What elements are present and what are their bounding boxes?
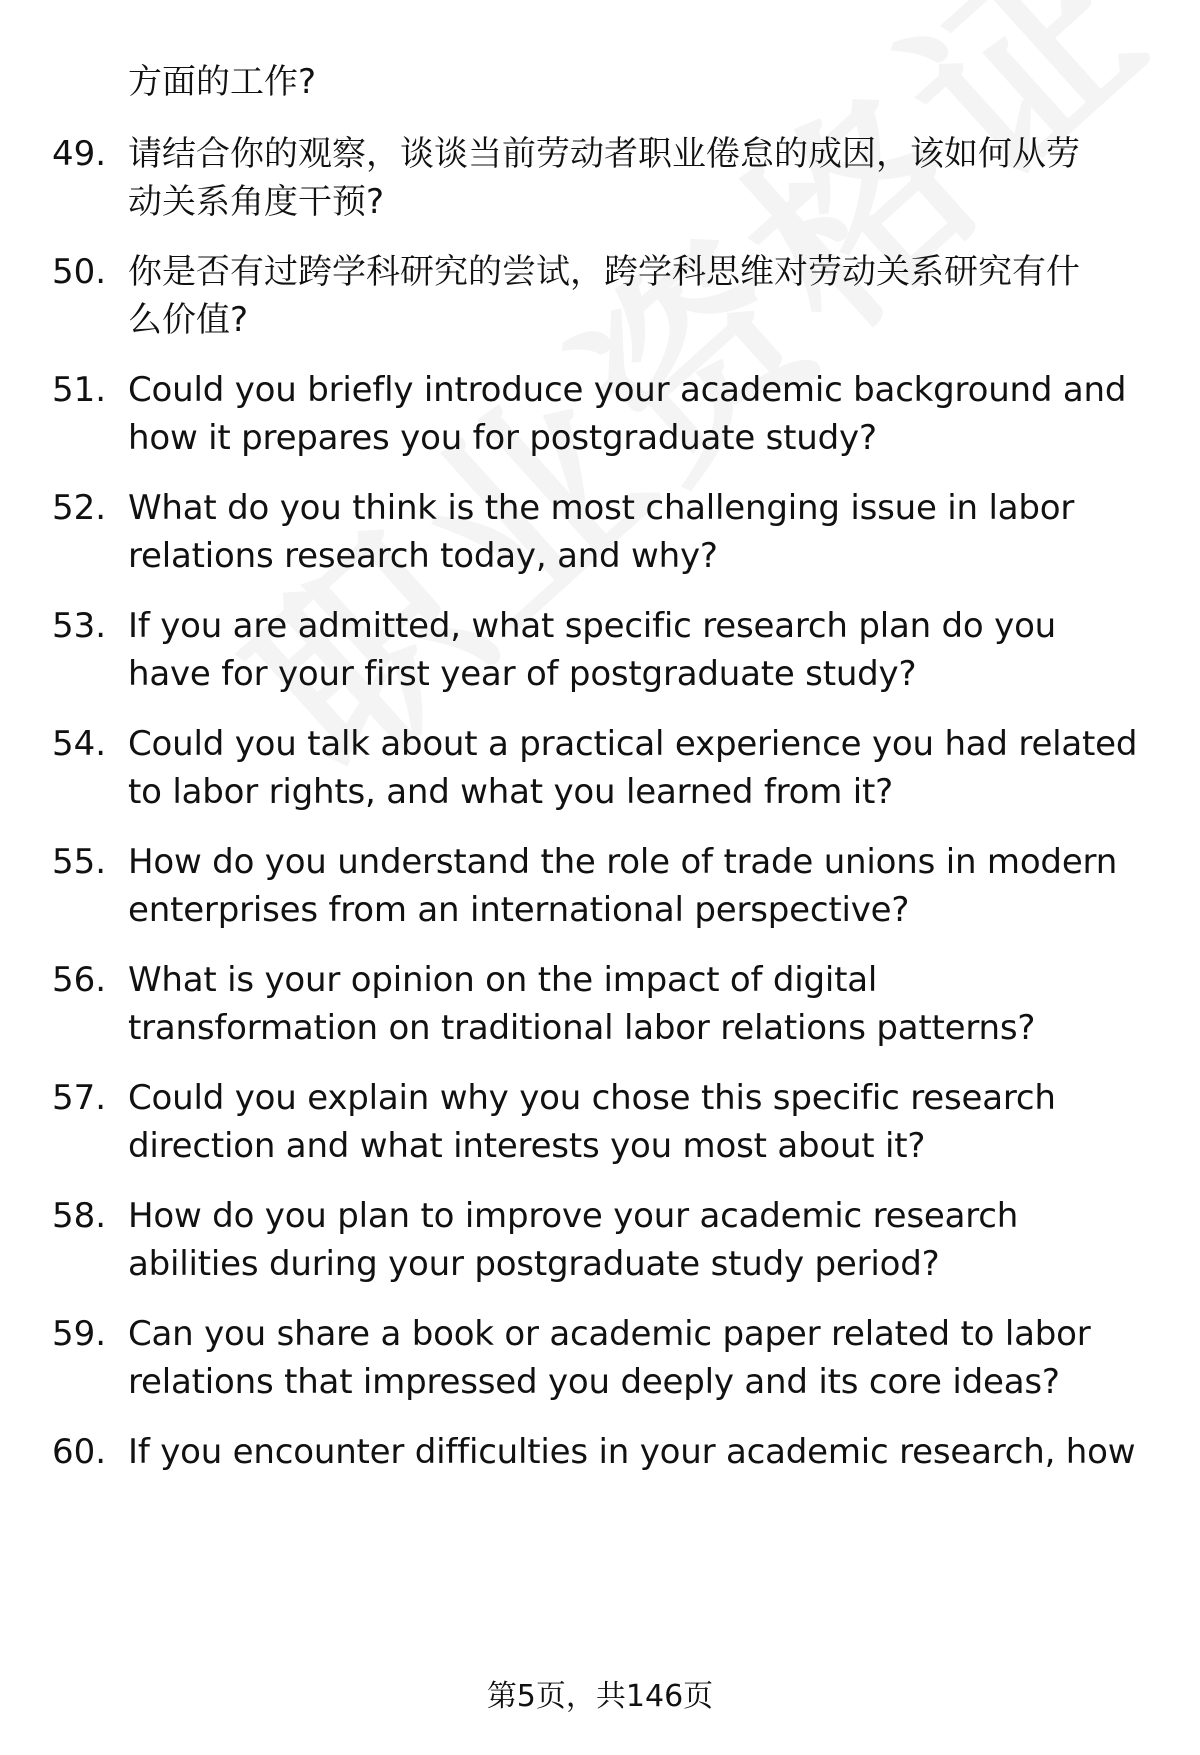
- question-line: If you encounter difficulties in your academic research, how: [128, 1432, 1136, 1472]
- question-line: enterprises from an international perspective?: [128, 890, 910, 930]
- question-line: Can you share a book or academic paper related to labor: [128, 1314, 1091, 1354]
- question-text: [128, 130, 1168, 226]
- question-line: how it prepares you for postgraduate study?: [128, 418, 877, 458]
- question-text: [128, 1310, 1168, 1406]
- question-line: Could you talk about a practical experience you had related: [128, 724, 1138, 764]
- question-line: direction and what interests you most about it?: [128, 1126, 926, 1166]
- question-text: [128, 1074, 1168, 1170]
- question-line: to labor rights, and what you learned from it?: [128, 772, 893, 812]
- question-number: 60.: [52, 1432, 107, 1472]
- question-number: 59.: [52, 1314, 107, 1354]
- question-line: 你是否有过跨学科研究的尝试，跨学科思维对劳动关系研究有什: [128, 252, 1080, 292]
- question-text: [128, 1428, 1168, 1476]
- question-text: [128, 720, 1168, 816]
- question-number: 57.: [52, 1078, 107, 1118]
- question-line: 请结合你的观察，谈谈当前劳动者职业倦怠的成因，该如何从劳: [128, 134, 1080, 174]
- question-text: [128, 956, 1168, 1052]
- question-number: 50.: [52, 252, 107, 292]
- question-text: [128, 838, 1168, 934]
- question-line: abilities during your postgraduate study period?: [128, 1244, 940, 1284]
- question-line: 动关系角度干预?: [128, 182, 385, 222]
- continuation-line: 方面的工作?: [128, 62, 317, 102]
- question-number: 52.: [52, 488, 107, 528]
- question-line: Could you briefly introduce your academic background and: [128, 370, 1127, 410]
- question-number: 49.: [52, 134, 107, 174]
- question-text: [128, 602, 1168, 698]
- question-text: [128, 366, 1168, 462]
- question-line: If you are admitted, what specific research plan do you: [128, 606, 1057, 646]
- question-text: [128, 248, 1168, 344]
- page-footer: 第5页，共146页: [486, 1679, 714, 1714]
- question-line: have for your first year of postgraduate study?: [128, 654, 917, 694]
- question-line: What do you think is the most challenging issue in labor: [128, 488, 1075, 528]
- question-line: How do you understand the role of trade unions in modern: [128, 842, 1118, 882]
- question-line: transformation on traditional labor relations patterns?: [128, 1008, 1036, 1048]
- question-text: [128, 1192, 1168, 1288]
- question-number: 51.: [52, 370, 107, 410]
- question-line: 么价值?: [128, 300, 249, 340]
- question-line: relations that impressed you deeply and its core ideas?: [128, 1362, 1060, 1402]
- question-number: 56.: [52, 960, 107, 1000]
- question-number: 53.: [52, 606, 107, 646]
- question-number: 58.: [52, 1196, 107, 1236]
- question-line: relations research today, and why?: [128, 536, 718, 576]
- question-line: Could you explain why you chose this specific research: [128, 1078, 1056, 1118]
- question-line: What is your opinion on the impact of digital: [128, 960, 878, 1000]
- question-number: 55.: [52, 842, 107, 882]
- question-line: How do you plan to improve your academic research: [128, 1196, 1019, 1236]
- question-number: 54.: [52, 724, 107, 764]
- question-text: [128, 484, 1168, 580]
